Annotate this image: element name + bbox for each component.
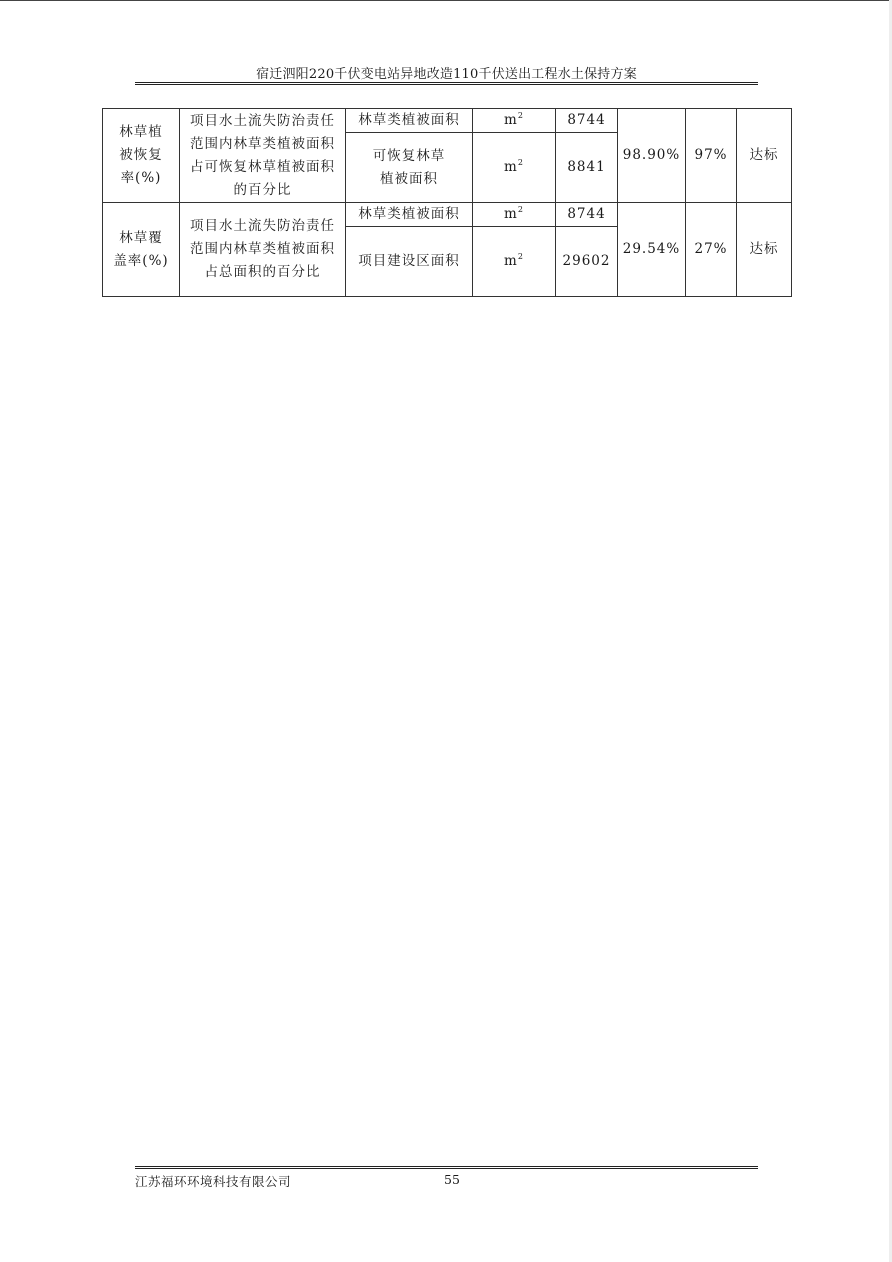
indicator-cell	[103, 203, 180, 297]
item-name-cell: 林草类植被面积	[346, 109, 473, 133]
value-cell: 8841	[556, 133, 618, 203]
footer-rule	[135, 1168, 758, 1169]
value-cell: 8744	[556, 109, 618, 133]
definition-cell: 项目水土流失防治责任范围内林草类植被面积占总面积的百分比	[180, 203, 346, 297]
footer-rule	[135, 1166, 758, 1167]
item-name-cell: 项目建设区面积	[346, 227, 473, 297]
target-value-cell: 97%	[686, 109, 737, 203]
table-row	[103, 109, 792, 133]
achieved-value-cell: 98.90%	[618, 109, 686, 203]
unit-cell: $m^2$	[473, 133, 556, 203]
target-value-cell: 27%	[686, 203, 737, 297]
item-name-cell: 可恢复林草 植被面积	[346, 133, 473, 203]
indicator-table	[102, 108, 792, 297]
indicator-line: 率(%)	[120, 170, 162, 186]
header-rule	[135, 82, 758, 83]
result-cell: 达标	[737, 109, 792, 203]
value-cell: 8744	[556, 203, 618, 227]
unit-cell: $m^2$	[473, 203, 556, 227]
indicator-line: 林草覆	[119, 229, 163, 246]
result-cell: 达标	[737, 203, 792, 297]
indicator-line: 林草植	[119, 124, 163, 140]
achieved-value-cell: 29.54%	[618, 203, 686, 297]
table-row	[103, 203, 792, 227]
indicator-line: 被恢复	[119, 147, 163, 163]
indicator-cell	[103, 109, 180, 203]
definition-cell: 项目水土流失防治责任范围内林草类植被面积占可恢复林草植被面积的百分比	[180, 109, 346, 203]
page-top-border	[0, 0, 892, 1]
header-rule	[135, 84, 758, 85]
document-header-title: 宿迁泗阳220千伏变电站异地改造110千伏送出工程水土保持方案	[256, 67, 637, 82]
unit-cell: $m^2$	[473, 227, 556, 297]
page-number: 55	[444, 1172, 460, 1187]
item-name-cell: 林草类植被面积	[346, 203, 473, 227]
indicator-line: 盖率(%)	[113, 252, 169, 269]
footer-company-name: 江苏福环环境科技有限公司	[135, 1174, 292, 1189]
unit-cell: $m^2$	[473, 109, 556, 133]
value-cell: 29602	[556, 227, 618, 297]
